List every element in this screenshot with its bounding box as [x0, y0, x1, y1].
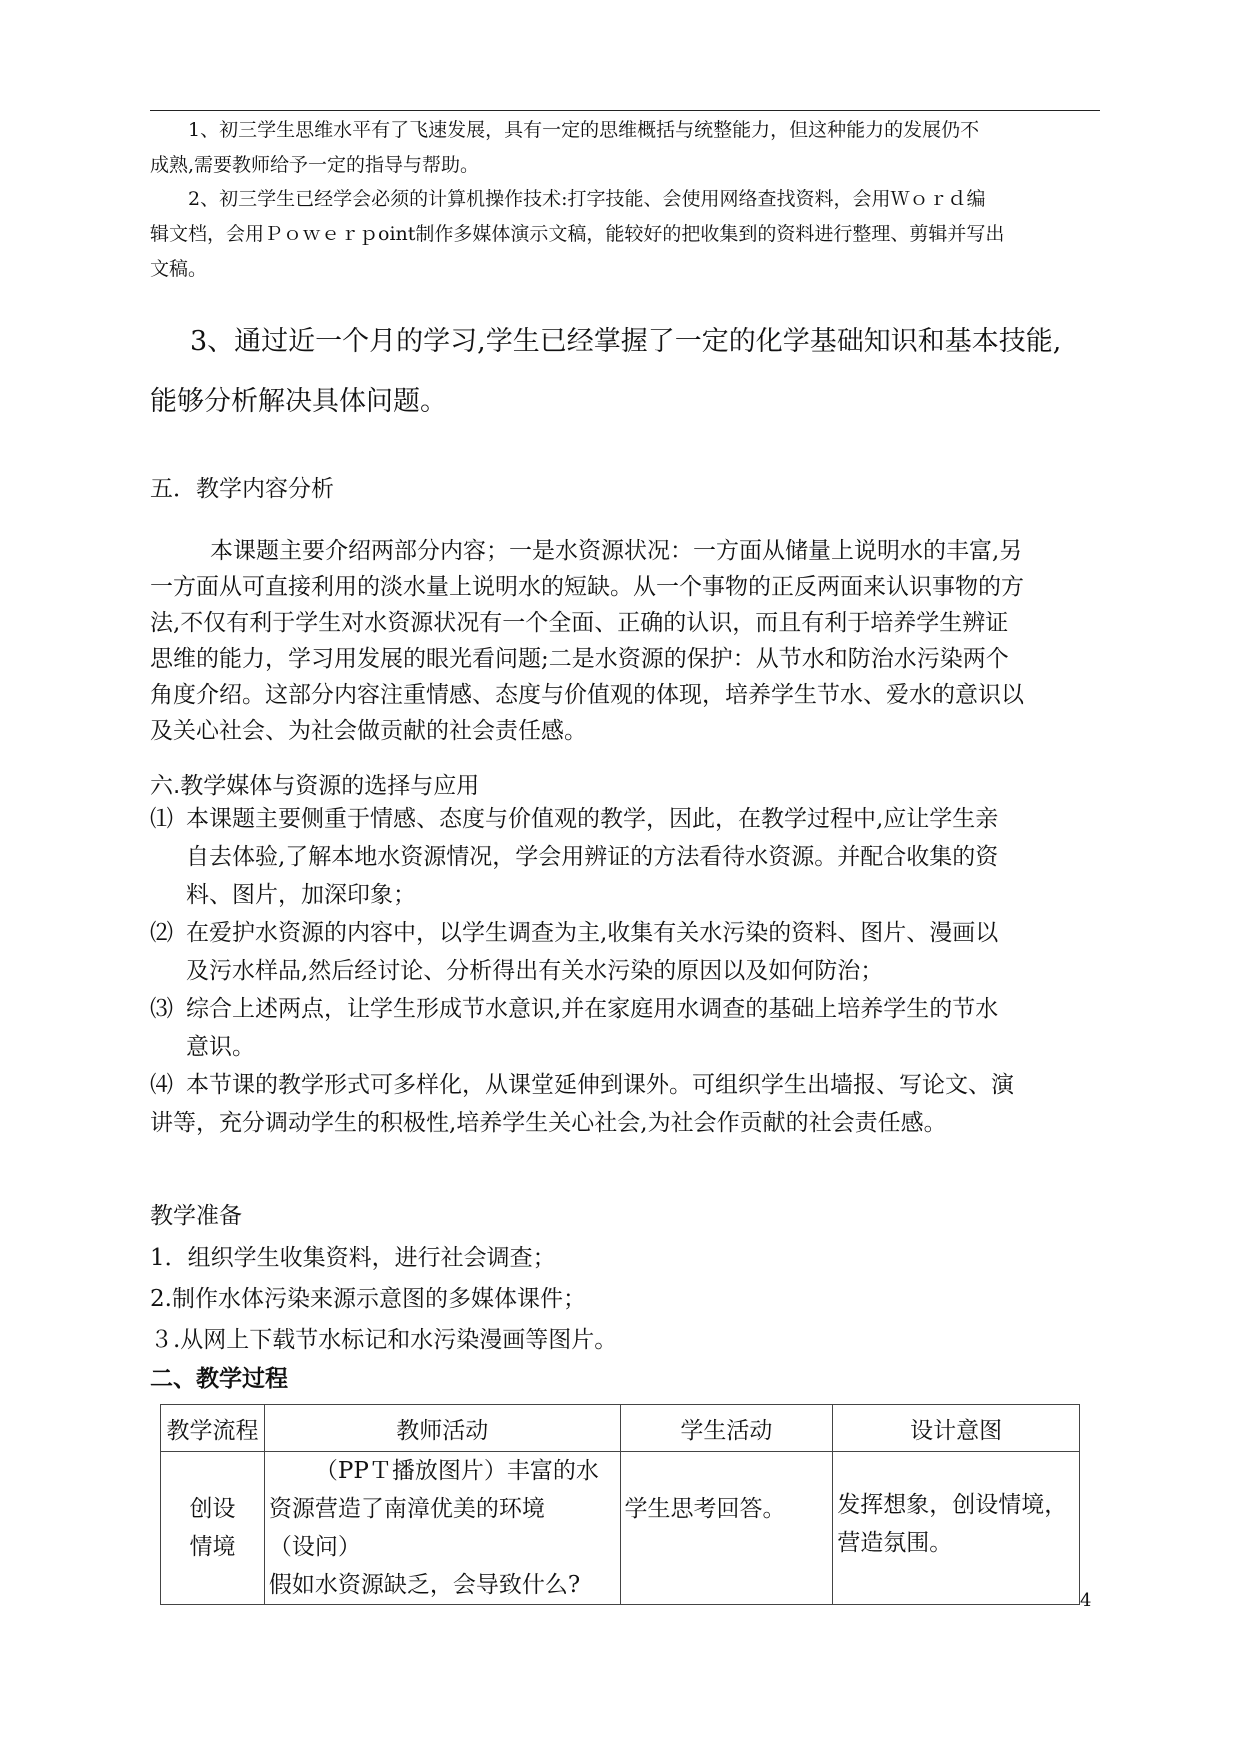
- media-item-3: [150, 990, 1098, 1066]
- text-line: 资源营造了南漳优美的环境: [268, 1496, 545, 1522]
- column-header: 学生活动: [620, 1405, 833, 1452]
- text-line: 学生思考回答。: [624, 1496, 786, 1522]
- list-item: ３.从网上下载节水标记和水污染漫画等图片。: [150, 1327, 618, 1353]
- text-line: 情境: [189, 1534, 236, 1560]
- text-line: 法,不仅有利于学生对水资源状况有一个全面、正确的认识，而且有利于培养学生辨证: [150, 610, 1009, 636]
- list-marker: ⑶: [150, 996, 173, 1022]
- media-list: [150, 800, 1098, 1142]
- column-header: 设计意图: [833, 1405, 1080, 1452]
- student-analysis-item-3: [150, 312, 1095, 432]
- student-analysis-item-1: [150, 113, 1095, 183]
- text-line: 营造氛围。: [837, 1530, 953, 1556]
- table-header-row: [161, 1405, 1080, 1452]
- page-number: 4: [1080, 1590, 1092, 1611]
- column-header: 教师活动: [264, 1405, 620, 1452]
- student-analysis-item-2: [150, 182, 1095, 287]
- text-line: （PPＴ播放图片）丰富的水: [314, 1458, 599, 1484]
- list-item: 2.制作水体污染来源示意图的多媒体课件；: [150, 1286, 586, 1312]
- student-activity-cell: [620, 1452, 833, 1605]
- table-row: [161, 1452, 1080, 1605]
- text-line: 角度介绍。这部分内容注重情感、态度与价值观的体现，培养学生节水、爱水的意识以: [150, 682, 1024, 708]
- text-line: （设问）: [268, 1534, 361, 1560]
- list-marker: ⑷: [150, 1072, 173, 1098]
- column-header: 教学流程: [161, 1405, 265, 1452]
- section-heading-content-analysis: 五．教学内容分析: [150, 476, 334, 502]
- text-line: 本课题主要侧重于情感、态度与价值观的教学，因此，在教学过程中,应让学生亲: [186, 806, 999, 832]
- text-line: 创设: [189, 1496, 236, 1522]
- preparation-list: [150, 1238, 1095, 1361]
- text-line: 料、图片，加深印象；: [186, 882, 416, 908]
- text-line: 2、初三学生已经学会必须的计算机操作技术:打字技能、会使用网络查找资料，会用Ｗｏｒｄ编: [188, 188, 986, 210]
- text-line: 本节课的教学形式可多样化，从课堂延伸到课外。可组织学生出墙报、写论文、演: [186, 1072, 1014, 1098]
- list-marker: ⑴: [150, 806, 173, 832]
- text-line: 在爱护水资源的内容中，以学生调查为主,收集有关水污染的资料、图片、漫画以: [186, 920, 999, 946]
- media-item-4: [150, 1066, 1098, 1142]
- text-line: 能够分析解决具体问题。: [150, 386, 447, 417]
- media-item-2: [150, 914, 1098, 990]
- list-marker: ⑵: [150, 920, 173, 946]
- section-heading-media: 六.教学媒体与资源的选择与应用: [150, 773, 480, 799]
- section-heading-preparation: 教学准备: [150, 1203, 242, 1229]
- content-analysis-paragraph: [150, 533, 1098, 749]
- text-line: 本课题主要介绍两部分内容；一是水资源状况：一方面从储量上说明水的丰富,另: [210, 538, 1023, 564]
- text-line: 一方面从可直接利用的淡水量上说明水的短缺。从一个事物的正反两面来认识事物的方: [150, 574, 1024, 600]
- text-line: 意识。: [186, 1034, 255, 1060]
- text-line: 1、初三学生思维水平有了飞速发展，具有一定的思维概括与统整能力，但这种能力的发展仍不: [188, 119, 980, 141]
- design-intent-cell: [833, 1452, 1080, 1605]
- process-table: [160, 1404, 1080, 1605]
- text-line: 思维的能力，学习用发展的眼光看问题;二是水资源的保护：从节水和防治水污染两个: [150, 646, 1009, 672]
- text-line: 及关心社会、为社会做贡献的社会责任感。: [150, 718, 587, 744]
- text-line: 假如水资源缺乏，会导致什么?: [268, 1572, 581, 1598]
- text-line: 3、通过近一个月的学习,学生已经掌握了一定的化学基础知识和基本技能,: [190, 326, 1062, 357]
- text-line: 综合上述两点，让学生形成节水意识,并在家庭用水调查的基础上培养学生的节水: [186, 996, 999, 1022]
- text-line: 辑文档，会用Ｐｏｗｅｒｐoint制作多媒体演示文稿，能较好的把收集到的资料进行整理、剪辑并写出: [150, 223, 1005, 245]
- text-line: 发挥想象，创设情境，: [837, 1492, 1068, 1518]
- text-line: 成熟,需要教师给予一定的指导与帮助。: [150, 154, 480, 176]
- header-rule: [150, 110, 1100, 111]
- list-item: 1．组织学生收集资料，进行社会调查；: [150, 1245, 556, 1271]
- teacher-activity-cell: [264, 1452, 620, 1605]
- text-line: 讲等，充分调动学生的积极性,培养学生关心社会,为社会作贡献的社会责任感。: [150, 1110, 947, 1136]
- stage-cell: [161, 1452, 265, 1605]
- text-line: 及污水样品,然后经讨论、分析得出有关水污染的原因以及如何防治；: [186, 958, 884, 984]
- text-line: 自去体验,了解本地水资源情况，学会用辨证的方法看待水资源。并配合收集的资: [186, 844, 999, 870]
- section-heading-process: 二、教学过程: [150, 1366, 288, 1392]
- text-line: 文稿。: [150, 258, 208, 280]
- media-item-1: [150, 800, 1098, 914]
